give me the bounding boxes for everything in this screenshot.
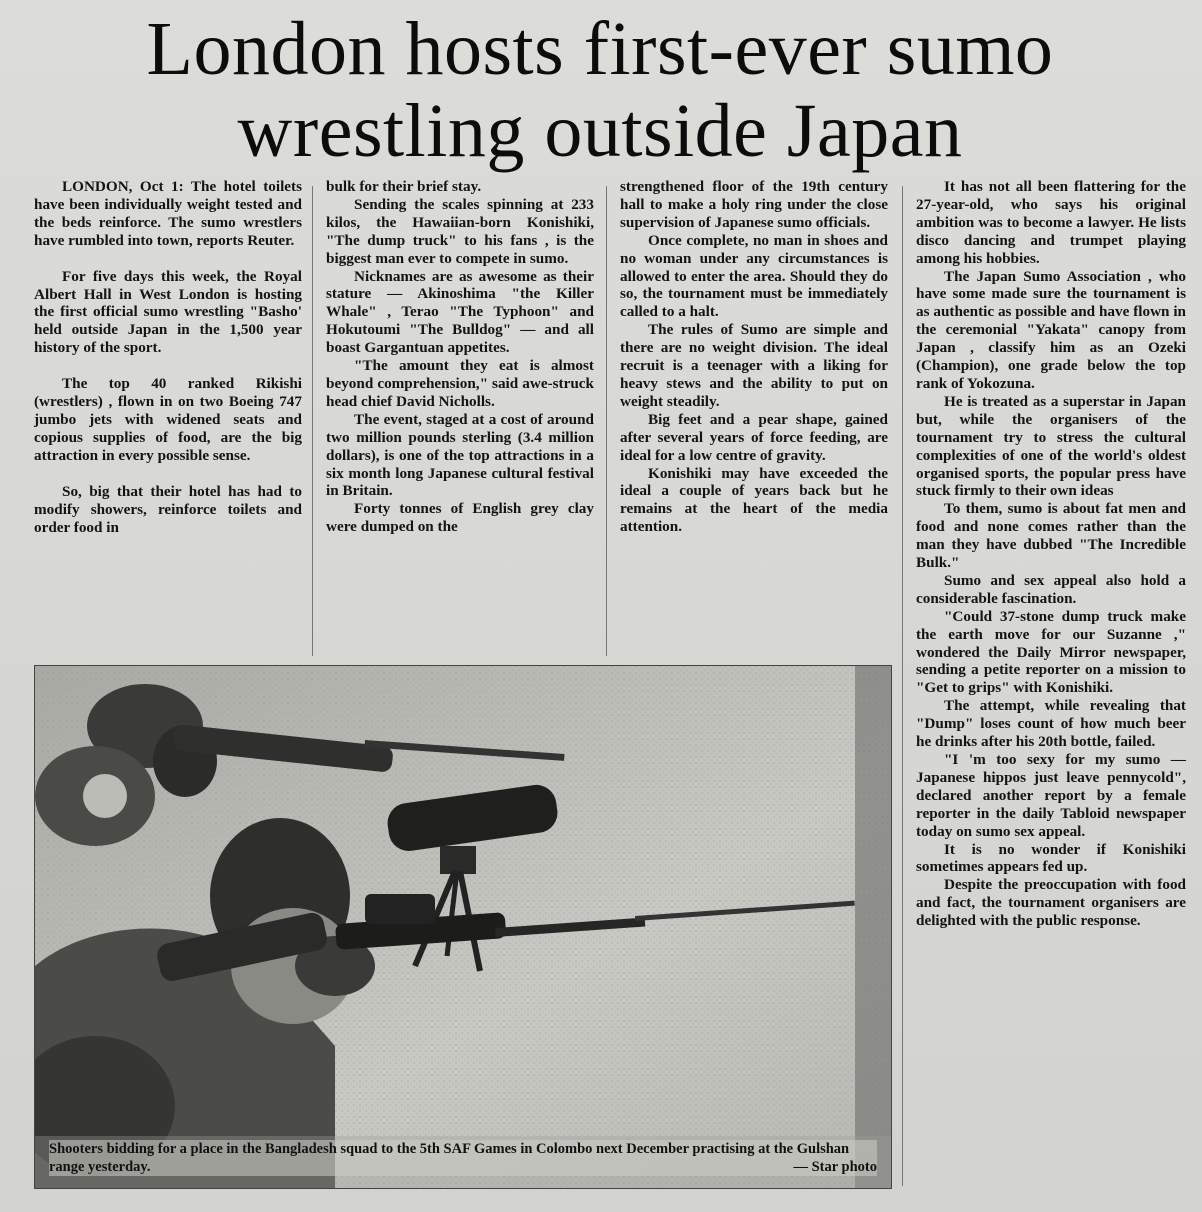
paragraph: Konishiki may have exceeded the ideal a couple of years back but he remains at the heart of the media attention. xyxy=(620,464,888,536)
paragraph: He is treated as a superstar in Japan but, while the organisers of the tournament try to stress the cultural complexities of one of the world's oldest organised sports, the popular press have stuck firmly to their own ideas xyxy=(916,392,1186,500)
paragraph: The Japan Sumo Association , who have some made sure the tournament is as authentic as possible and have flown in the ceremonial "Yakata" canopy from Japan , classify him as an Ozeki (Champion), one grade below the top rank of Yokozuna. xyxy=(916,267,1186,392)
paragraph: The top 40 ranked Rikishi (wrestlers) , flown in on two Boeing 747 jumbo jets with widened seats and copious supplies of food, are the big attraction in every possible sense. xyxy=(34,375,302,464)
paragraph: For five days this week, the Royal Albert Hall in West London is hosting the first official sumo wrestling "Basho' held outside Japan in the 1,500 year history of the sport. xyxy=(34,267,302,357)
paragraph: Once complete, no man in shoes and no woman under any circumstances is allowed to enter the area. Should they do so, the tournament must be immediately called to a halt. xyxy=(620,231,888,321)
paragraph: Sending the scales spinning at 233 kilos, the Hawaiian-born Konishiki, "The dump truck" to his fans , is the biggest man ever to compete in sumo. xyxy=(326,195,594,267)
paragraph: So, big that their hotel has had to modify showers, reinforce toilets and order food in xyxy=(34,482,302,536)
headline-line-2: wrestling outside Japan xyxy=(237,89,963,173)
paragraph: bulk for their brief stay. xyxy=(326,178,482,195)
photo-caption xyxy=(49,1140,877,1176)
paragraph: Forty tonnes of English grey clay were dumped on the xyxy=(326,500,594,536)
paragraph: Despite the preoccupation with food and fact, the tournament organisers are delighted with the public response. xyxy=(916,876,1186,930)
paragraph: Nicknames are as awesome as their stature — Akinoshima "the Killer Whale" , Terao "The Typhoon" and Hokutoumi "The Bulldog" — and all boast Gargantuan appetites. xyxy=(326,267,594,357)
shooters-photo-illustration xyxy=(35,666,891,1188)
photo-credit: — Star photo xyxy=(793,1159,877,1175)
article-column-2 xyxy=(326,178,594,536)
article-column-4 xyxy=(916,178,1186,930)
caption-text: Shooters bidding for a place in the Bangladesh squad to the 5th SAF Games in Colombo next December practising at the Gulshan range yesterday. xyxy=(49,1141,850,1175)
paragraph: "Could 37-stone dump truck make the earth move for our Suzanne ," wondered the Daily Mirror newspaper, sending a petite reporter on a mission to "Get to grips" with Konishiki. xyxy=(916,607,1186,697)
paragraph: Big feet and a pear shape, gained after several years of force feeding, are ideal for a low centre of gravity. xyxy=(620,410,888,464)
headline xyxy=(20,8,1180,172)
paragraph: Sumo and sex appeal also hold a considerable fascination. xyxy=(916,571,1186,607)
paragraph: strengthened floor of the 19th century hall to make a holy ring under the close supervision of Japanese sumo officials. xyxy=(620,178,888,231)
paragraph: "The amount they eat is almost beyond comprehension," said awe-struck head chief David Nicholls. xyxy=(326,357,594,410)
headline-line-1: London hosts first-ever sumo xyxy=(146,7,1054,91)
paragraph: The rules of Sumo are simple and there are no weight division. The ideal recruit is a teenager with a liking for heavy stews and the ability to put on weight steadily. xyxy=(620,321,888,410)
paragraph: "I 'm too sexy for my sumo — Japanese hippos just leave pennycold", declared another report by a female reporter in the daily Tabloid newspaper today on sumo sex appeal. xyxy=(916,751,1186,840)
article-column-3 xyxy=(620,178,888,536)
paragraph: It is no wonder if Konishiki sometimes appears fed up. xyxy=(916,840,1186,876)
paragraph: To them, sumo is about fat men and food and none comes rather than the man they have dubbed "The Incredible Bulk." xyxy=(916,500,1186,572)
paragraph: The event, staged at a cost of around two million pounds sterling (3.4 million dollars), is one of the top attractions in a six month long Japanese cultural festival in Britain. xyxy=(326,410,594,500)
column-divider xyxy=(606,186,607,656)
paragraph: It has not all been flattering for the 27-year-old, who says his original ambition was to become a lawyer. He lists disco dancing and trumpet playing among his hobbies. xyxy=(916,178,1186,267)
column-divider xyxy=(902,186,903,1186)
paragraph: The attempt, while revealing that "Dump" loses count of how much beer he drinks after his 20th bottle, failed. xyxy=(916,697,1186,751)
news-photo xyxy=(34,665,892,1189)
paragraph: LONDON, Oct 1: The hotel toilets have been individually weight tested and the beds reinforce. The sumo wrestlers have rumbled into town, reports Reuter. xyxy=(34,178,302,249)
column-divider xyxy=(312,186,313,656)
article-column-1 xyxy=(34,178,302,536)
